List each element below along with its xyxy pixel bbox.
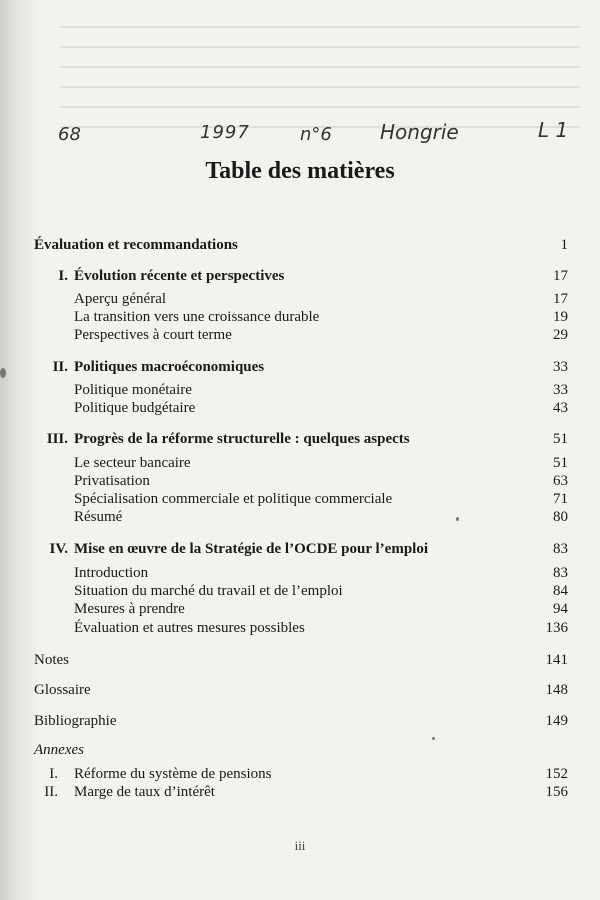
toc-entry-label: La transition vers une croissance durable <box>74 309 320 325</box>
toc-subentry[interactable] <box>74 507 568 527</box>
annex-numeral: I. <box>49 766 58 782</box>
toc-entry-label: Marge de taux d’intérêt <box>74 784 215 800</box>
section-numeral: IV. <box>49 541 68 557</box>
toc-subentry[interactable] <box>74 453 568 473</box>
toc-entry-page: 29 <box>553 327 568 343</box>
toc-entry-page: 84 <box>553 583 568 599</box>
toc-subentry[interactable] <box>74 289 568 309</box>
toc-subentry[interactable] <box>74 325 568 345</box>
toc-entry-label: Privatisation <box>74 473 150 489</box>
section-numeral: II. <box>52 359 68 375</box>
toc-entry-page: 149 <box>545 713 568 729</box>
handwritten-code: L 1 <box>538 118 569 142</box>
toc-subentry[interactable] <box>74 581 568 601</box>
section-title: Progrès de la réforme structurelle : quelques aspects <box>74 431 410 447</box>
toc-entry-page: 136 <box>545 620 568 636</box>
toc-entry-label: Politique monétaire <box>74 382 192 398</box>
toc-subentry[interactable] <box>74 398 568 418</box>
section-title: Politiques macroéconomiques <box>74 359 265 375</box>
toc-entry-page: 63 <box>553 473 568 489</box>
toc-entry-page: 94 <box>553 601 568 617</box>
toc-entry-label: Bibliographie <box>34 713 117 729</box>
toc-entry-label: Notes <box>34 652 69 668</box>
page-number: iii <box>294 838 306 853</box>
handwritten-country: Hongrie <box>380 120 459 144</box>
section-numeral: III. <box>46 431 68 447</box>
toc-annex-entry[interactable] <box>34 782 568 802</box>
toc-entry-page: 141 <box>545 652 568 668</box>
toc-entry-label: Perspectives à court terme <box>74 327 232 343</box>
ink-speck <box>432 737 435 740</box>
toc-entry-page: 17 <box>553 291 568 307</box>
toc-entry-page: 83 <box>553 565 568 581</box>
toc-entry-label: Introduction <box>74 565 149 581</box>
toc-entry-page: 19 <box>553 309 568 325</box>
toc-section-heading[interactable] <box>34 357 568 377</box>
annex-numeral: II. <box>44 784 58 800</box>
toc-subentry[interactable] <box>74 599 568 619</box>
annexes-heading: Annexes <box>34 742 84 758</box>
toc-entry-bibliography[interactable] <box>34 711 568 731</box>
toc-entry-label: Réforme du système de pensions <box>74 766 272 782</box>
toc-entry-page: 51 <box>553 431 568 447</box>
toc-section-heading[interactable] <box>34 266 568 286</box>
toc-entry-page: 80 <box>553 509 568 525</box>
toc-subentry[interactable] <box>74 489 568 509</box>
handwritten-number: 68 <box>58 124 81 145</box>
toc-entry-label: Évaluation et autres mesures possibles <box>74 620 305 636</box>
toc-entry-page: 83 <box>553 541 568 557</box>
toc-entry-page: 51 <box>553 455 568 471</box>
toc-entry-label: Résumé <box>74 509 123 525</box>
handwritten-issue: n°6 <box>300 124 332 145</box>
toc-entry-label: Politique budgétaire <box>74 400 196 416</box>
toc-entry-label: Glossaire <box>34 682 91 698</box>
toc-entry-label: Le secteur bancaire <box>74 455 191 471</box>
toc-entry-page: 156 <box>545 784 568 800</box>
toc-section-heading[interactable] <box>34 539 568 559</box>
toc-section-heading[interactable] <box>34 429 568 449</box>
toc-entry-page: 152 <box>545 766 568 782</box>
toc-entry-notes[interactable] <box>34 650 568 670</box>
handwritten-year: 1997 <box>200 122 250 143</box>
toc-entry-page: 71 <box>553 491 568 507</box>
section-title: Évolution récente et perspectives <box>74 268 285 284</box>
section-title: Mise en œuvre de la Stratégie de l’OCDE pour l’emploi <box>74 541 428 557</box>
ink-speck <box>0 368 6 378</box>
toc-subentry[interactable] <box>74 618 568 638</box>
toc-entry-page: 1 <box>560 237 568 253</box>
toc-subentry[interactable] <box>74 307 568 327</box>
handwritten-annotation <box>0 118 600 158</box>
toc-subentry[interactable] <box>74 563 568 583</box>
page-title: Table des matières <box>205 158 395 184</box>
toc-entry-label: Situation du marché du travail et de l’emploi <box>74 583 343 599</box>
toc-entry-label: Mesures à prendre <box>74 601 185 617</box>
toc-entry-page: 33 <box>553 382 568 398</box>
toc-entry-label: Évaluation et recommandations <box>34 237 238 253</box>
toc-entry-evaluation[interactable] <box>34 235 568 255</box>
toc-entry-page: 33 <box>553 359 568 375</box>
toc-entry-page: 17 <box>553 268 568 284</box>
toc-entry-label: Spécialisation commerciale et politique commerciale <box>74 491 393 507</box>
toc-subentry[interactable] <box>74 471 568 491</box>
toc-entry-page: 148 <box>545 682 568 698</box>
toc-entry-glossary[interactable] <box>34 680 568 700</box>
toc-entry-page: 43 <box>553 400 568 416</box>
ink-speck <box>456 517 459 521</box>
section-numeral: I. <box>58 268 68 284</box>
toc-annex-entry[interactable] <box>34 764 568 784</box>
toc-entry-label: Aperçu général <box>74 291 167 307</box>
toc-subentry[interactable] <box>74 380 568 400</box>
